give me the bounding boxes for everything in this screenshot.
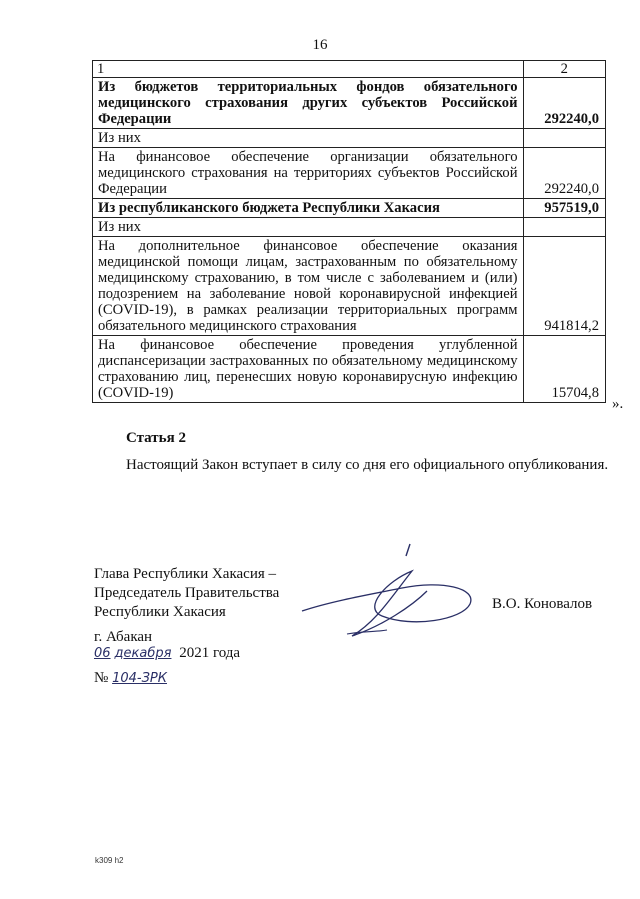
handwritten-number: 104-ЗРК bbox=[112, 671, 167, 686]
table-row bbox=[93, 78, 606, 129]
row-value: 292240,0 bbox=[523, 78, 605, 129]
signer-line: Председатель Правительства bbox=[94, 585, 280, 601]
article-title: Статья 2 bbox=[126, 430, 186, 446]
table-header-col1: 1 bbox=[93, 61, 524, 78]
city: г. Абакан bbox=[94, 629, 153, 645]
signer-name: В.О. Коновалов bbox=[492, 596, 593, 612]
table-row bbox=[93, 218, 606, 237]
table-header-row bbox=[93, 61, 606, 78]
article-text: Настоящий Закон вступает в силу со дня его официального опубликования. bbox=[126, 457, 609, 473]
table-row bbox=[93, 129, 606, 148]
row-description: На финансовое обеспечение организации обязательного медицинского страхования на территориях субъектов Российской Федерации bbox=[93, 148, 524, 199]
budget-table bbox=[92, 60, 606, 403]
page-number: 16 bbox=[312, 37, 328, 53]
number-prefix: № bbox=[94, 670, 109, 686]
table-row bbox=[93, 237, 606, 336]
row-value bbox=[523, 218, 605, 237]
row-value: 941814,2 bbox=[523, 237, 605, 336]
table-row bbox=[93, 199, 606, 218]
row-value: 957519,0 bbox=[523, 199, 605, 218]
law-number bbox=[94, 670, 171, 687]
signing-date bbox=[94, 645, 240, 667]
table-row bbox=[93, 148, 606, 199]
row-value: 292240,0 bbox=[523, 148, 605, 199]
row-description: Из республиканского бюджета Республики Хакасия bbox=[93, 199, 524, 218]
row-description: Из них bbox=[93, 218, 524, 237]
row-description: Из них bbox=[93, 129, 524, 148]
table-header-col2: 2 bbox=[523, 61, 605, 78]
row-description: На финансовое обеспечение проведения углубленной диспансеризации застрахованных по обязательному медицинскому страхованию лиц, перенесших новую коронавирусную инфекцию (COVID-19) bbox=[93, 336, 524, 403]
row-description: Из бюджетов территориальных фондов обязательного медицинского страхования других субъектов Российской Федерации bbox=[93, 78, 524, 129]
signer-block bbox=[94, 565, 279, 622]
footer-code: k309 h2 bbox=[95, 856, 124, 865]
signer-line: Республики Хакасия bbox=[94, 604, 226, 620]
date-year: 2021 года bbox=[179, 645, 241, 661]
row-description: На дополнительное финансовое обеспечение оказания медицинской помощи лицам, застрахованным по обязательному медицинскому страхованию, в том числе с заболеванием и (или) подозрением на заболевание новой коронавирусной инфекцией (COVID-19), в рамках реализации территориальных программ обязательного медицинского страхования bbox=[93, 237, 524, 336]
row-value bbox=[523, 129, 605, 148]
row-value: 15704,8 bbox=[523, 336, 605, 403]
table-row bbox=[93, 336, 606, 403]
signer-line: Глава Республики Хакасия – bbox=[94, 566, 277, 582]
handwritten-day: 06 bbox=[94, 646, 111, 661]
signature-icon bbox=[292, 536, 492, 646]
handwritten-month: декабря bbox=[114, 646, 172, 661]
closing-quote: ». bbox=[612, 396, 624, 412]
